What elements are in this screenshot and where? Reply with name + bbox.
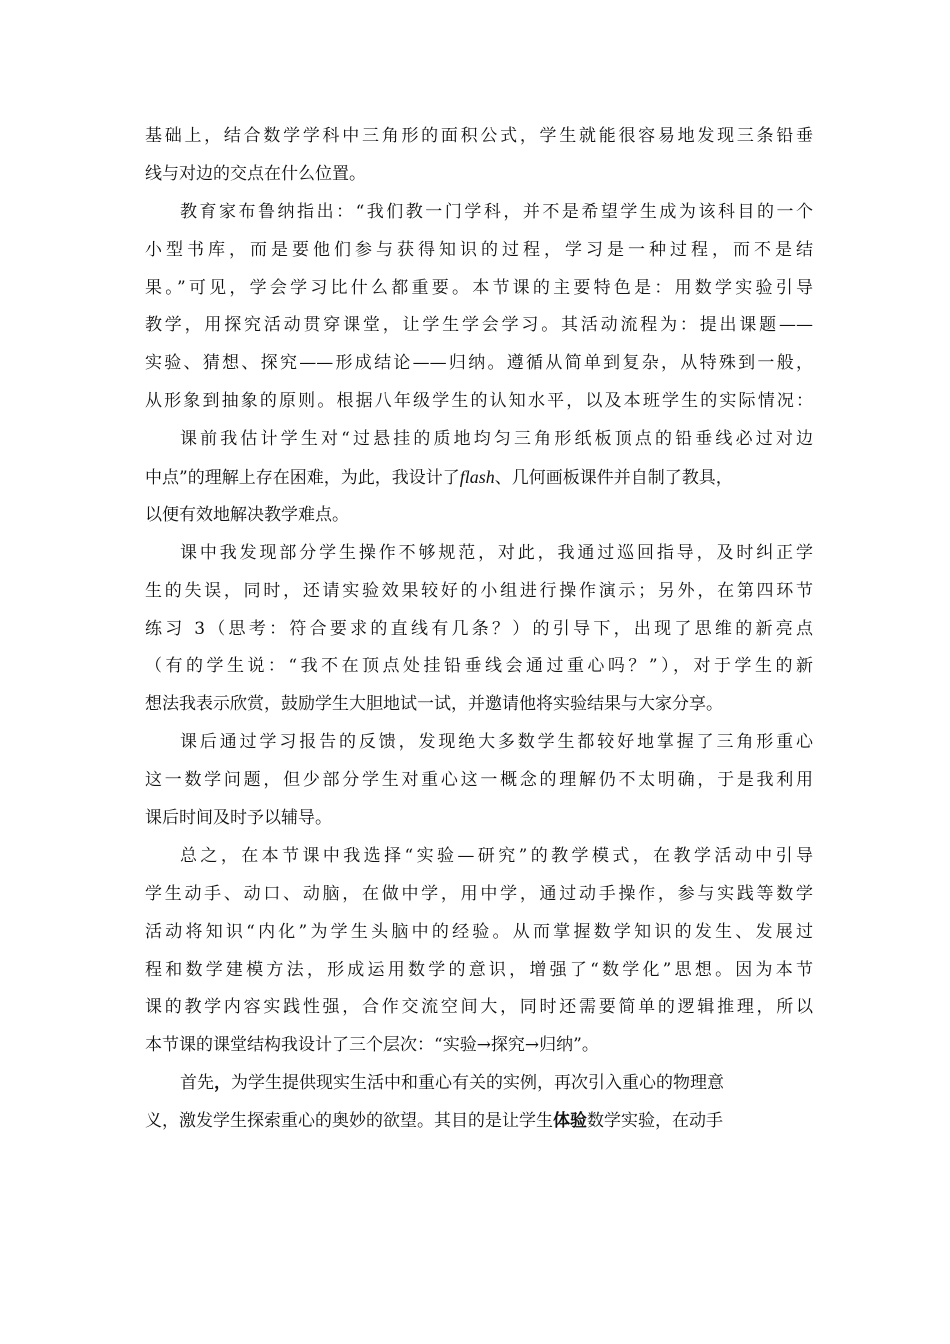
bold-comma: ， <box>214 1073 231 1094</box>
text-line: （有的学生说：“我不在顶点处挂铅垂线会通过重心吗？”），对于学生的新 <box>145 656 813 677</box>
text-line: 本节课的课堂结构我设计了三个层次：“实验→探究→归纳”。 <box>145 1035 599 1056</box>
paragraph-first-line: 课前我估计学生对“过悬挂的质地均匀三角形纸板顶点的铅垂线必过对边 <box>180 429 813 450</box>
text-run: 义，激发学生探索重心的奥妙的欲望。其目的是让学生 <box>145 1111 553 1132</box>
text-line <box>145 459 813 497</box>
text-line: 基础上，结合数学学科中三角形的面积公式，学生就能很容易地发现三条铅垂 <box>145 126 813 146</box>
text-line: 程和数学建模方法，形成运用数学的意识，增强了“数学化”思想。因为本节 <box>145 959 813 980</box>
flash-term: flash <box>459 467 495 488</box>
text-line: 教学，用探究活动贯穿课堂，让学生学会学习。其活动流程为：提出课题—— <box>145 315 813 336</box>
text-line: 活动将知识“内化”为学生头脑中的经验。从而掌握数学知识的发生、发展过 <box>145 921 813 942</box>
paragraph-first-line: 课后通过学习报告的反馈，发现绝大多数学生都较好地掌握了三角形重心 <box>180 732 813 753</box>
text-line: 课后时间及时予以辅导。 <box>145 808 332 829</box>
text-line: 想法我表示欣赏，鼓励学生大胆地试一试，并邀请他将实验结果与大家分享。 <box>145 694 723 715</box>
paragraph-first-line: 课中我发现部分学生操作不够规范，对此，我通过巡回指导，及时纠正学 <box>180 542 813 563</box>
text-line: 以便有效地解决教学难点。 <box>145 504 349 525</box>
text-line: 学生动手、动口、动脑，在做中学，用中学，通过动手操作，参与实践等数学 <box>145 883 813 904</box>
text-line: 实验、猜想、探究——形成结论——归纳。遵循从简单到复杂，从特殊到一般， <box>145 353 813 374</box>
text-run: 首先 <box>180 1073 214 1094</box>
paragraph-first-line: 总之，在本节课中我选择“实验—研究”的教学模式，在教学活动中引导 <box>180 845 813 866</box>
text-run: 、几何画板课件并自制了教具， <box>494 468 733 489</box>
text-line: 课的教学内容实践性强，合作交流空间大，同时还需要简单的逻辑推理，所以 <box>145 997 813 1018</box>
document-body <box>145 118 813 1141</box>
text-run: 数学实验，在动手 <box>587 1111 723 1132</box>
bold-term: 体验 <box>553 1111 587 1132</box>
text-line: 练习 3（思考：符合要求的直线有几条？）的引导下，出现了思维的新亮点 <box>145 618 813 639</box>
text-line: 从形象到抽象的原则。根据八年级学生的认知水平，以及本班学生的实际情况： <box>145 391 813 412</box>
text-line: 小型书库，而是要他们参与获得知识的过程，学习是一种过程，而不是结 <box>145 239 813 260</box>
text-line <box>145 1103 813 1141</box>
paragraph-first-line <box>145 1065 813 1103</box>
text-run: 中点”的理解上存在困难，为此，我设计了 <box>145 468 460 489</box>
paragraph-first-line: 教育家布鲁纳指出：“我们教一门学科，并不是希望学生成为该科目的一个 <box>180 201 813 222</box>
text-line: 生的失误，同时，还请实验效果较好的小组进行操作演示；另外，在第四环节 <box>145 580 813 601</box>
text-line: 这一数学问题，但少部分学生对重心这一概念的理解仍不太明确，于是我利用 <box>145 770 813 791</box>
text-line: 线与对边的交点在什么位置。 <box>145 163 366 184</box>
text-run: 为学生提供现实生活中和重心有关的实例，再次引入重心的物理意 <box>231 1073 724 1094</box>
text-line: 果。”可见，学会学习比什么都重要。本节课的主要特色是：用数学实验引导 <box>145 277 813 298</box>
